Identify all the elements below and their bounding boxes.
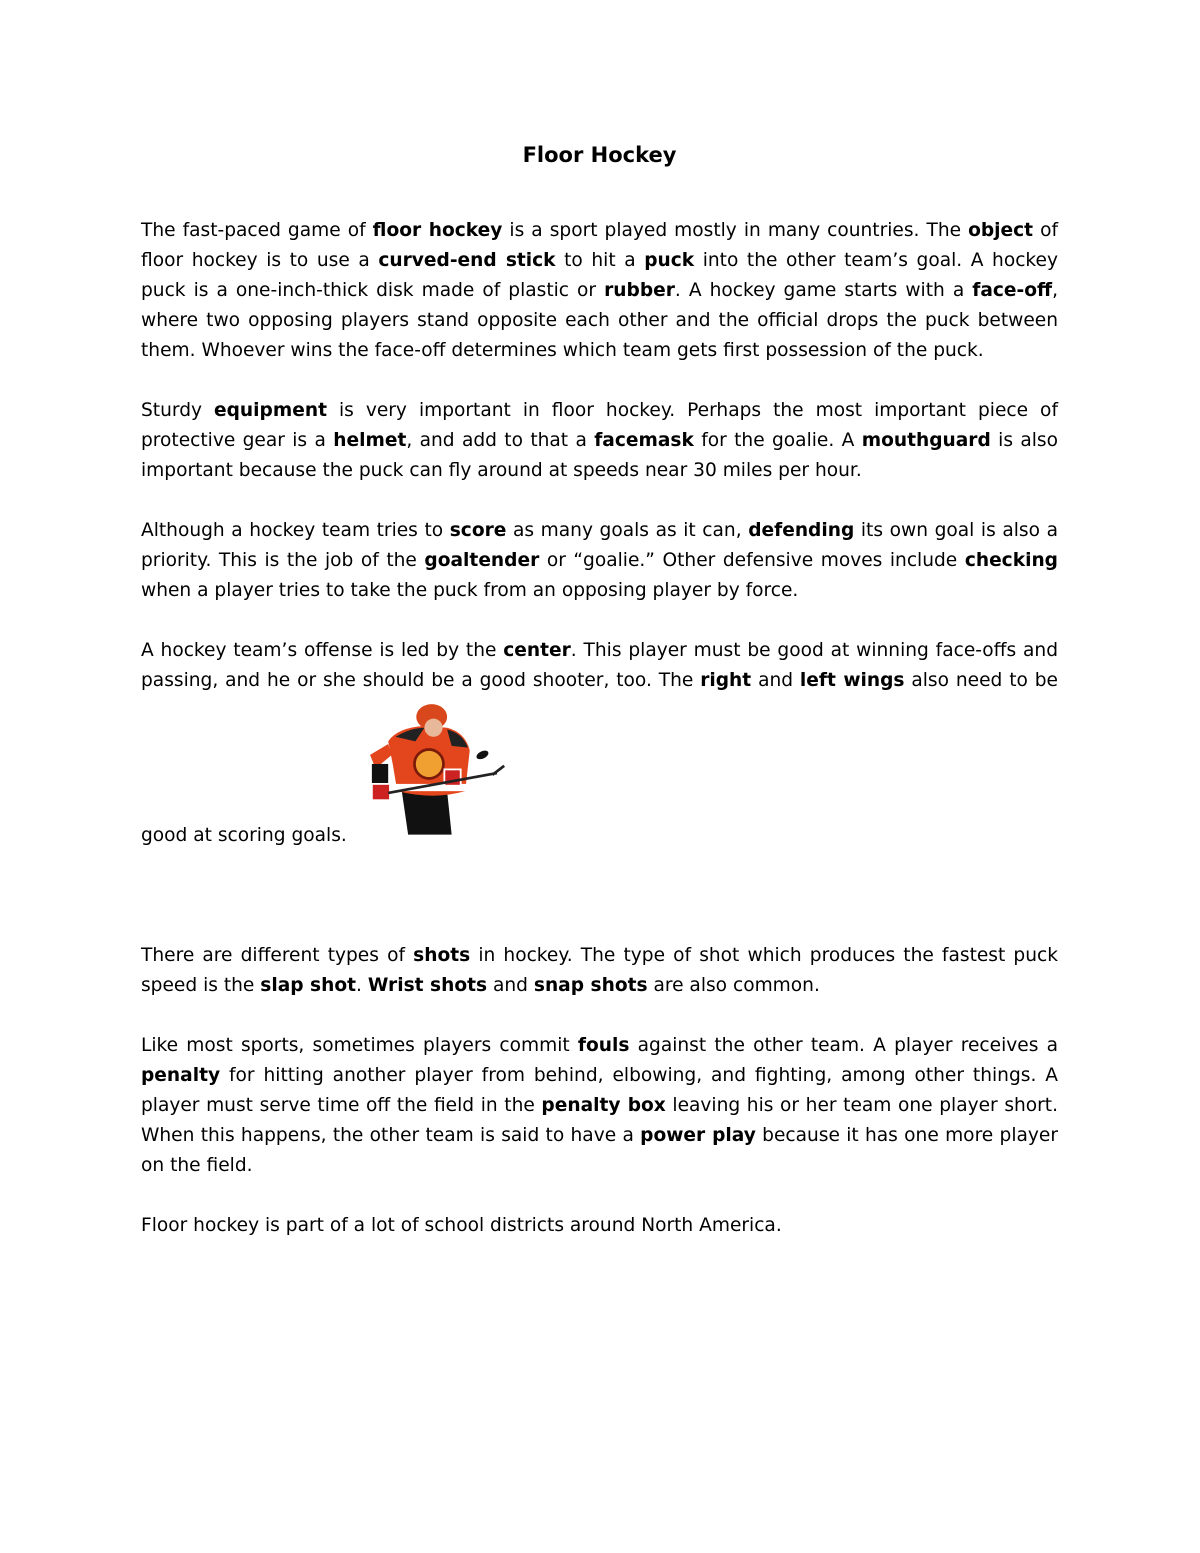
text-run: A hockey team’s offense is led by the bbox=[141, 640, 504, 661]
bold-term: power play bbox=[640, 1125, 756, 1146]
bold-term: penalty bbox=[141, 1065, 221, 1086]
document-page bbox=[141, 140, 1058, 1271]
text-run: of floor hockey is to use a bbox=[141, 220, 1059, 271]
text-run: against the other team. A player receives a bbox=[629, 1035, 1058, 1056]
bold-term: penalty box bbox=[541, 1095, 666, 1116]
text-run: also need to be good at scoring goals. bbox=[141, 670, 1059, 846]
bold-term: checking bbox=[964, 550, 1058, 571]
text-run: to hit a bbox=[555, 250, 645, 271]
text-run: because it has one more player on the field. bbox=[141, 1125, 1058, 1176]
text-run: or “goalie.” Other defensive moves include bbox=[539, 550, 965, 571]
paragraph bbox=[141, 396, 1058, 486]
paragraph bbox=[141, 941, 1058, 1001]
bold-term: shots bbox=[413, 945, 471, 966]
text-run: is also important because the puck can fly around at speeds near 30 miles per hour. bbox=[141, 430, 1058, 481]
bold-term: left wings bbox=[799, 670, 905, 691]
text-run: for hitting another player from behind, elbowing, and fighting, among other things. A player must serve time off the field in the bbox=[141, 1065, 1058, 1116]
text-run: when a player tries to take the puck from an opposing player by force. bbox=[141, 580, 799, 601]
bold-term: defending bbox=[748, 520, 855, 541]
paragraph bbox=[141, 1211, 1058, 1241]
bold-term: score bbox=[449, 520, 507, 541]
text-run: leaving his or her team one player short. When this happens, the other team is said to have a bbox=[141, 1095, 1059, 1146]
bold-term: helmet bbox=[333, 430, 407, 451]
bold-term: equipment bbox=[214, 400, 327, 421]
text-run: , and add to that a bbox=[406, 430, 595, 451]
bold-term: right bbox=[700, 670, 752, 691]
bold-term: object bbox=[968, 220, 1034, 241]
text-run: into the other team’s goal. A hockey puck is a one-inch-thick disk made of plastic or bbox=[141, 250, 1058, 301]
text-run: Like most sports, sometimes players commit bbox=[141, 1035, 578, 1056]
text-run: Sturdy bbox=[141, 400, 215, 421]
bold-term: snap shots bbox=[533, 975, 648, 996]
bold-term: facemask bbox=[594, 430, 694, 451]
text-run: its own goal is also a priority. This is the job of the bbox=[141, 520, 1058, 571]
bold-term: center bbox=[503, 640, 571, 661]
bold-term: puck bbox=[644, 250, 695, 271]
text-run: as many goals as it can, bbox=[506, 520, 749, 541]
document-body bbox=[141, 216, 1058, 1241]
bold-term: floor hockey bbox=[372, 220, 503, 241]
text-run: . A hockey game starts with a bbox=[674, 280, 973, 301]
text-run: Floor hockey is part of a lot of school districts around North America. bbox=[141, 1215, 782, 1236]
text-run: are also common. bbox=[647, 975, 820, 996]
paragraph bbox=[141, 216, 1058, 366]
bold-term: fouls bbox=[577, 1035, 630, 1056]
bold-term: face-off bbox=[972, 280, 1053, 301]
text-run: . This player must be good at winning face-offs and passing, and he or she should be a good shooter, too. The bbox=[141, 640, 1058, 691]
text-run: for the goalie. A bbox=[693, 430, 862, 451]
bold-term: goaltender bbox=[424, 550, 540, 571]
text-run: and bbox=[487, 975, 534, 996]
bold-term: Wrist shots bbox=[367, 975, 488, 996]
text-run: Although a hockey team tries to bbox=[141, 520, 450, 541]
paragraph bbox=[141, 636, 1058, 851]
text-run: in hockey. The type of shot which produces the fastest puck speed is the bbox=[141, 945, 1058, 996]
hockey-player-image bbox=[361, 696, 506, 841]
bold-term: slap shot bbox=[260, 975, 357, 996]
text-run: . bbox=[356, 975, 368, 996]
blank-line bbox=[141, 881, 1058, 941]
bold-term: curved-end stick bbox=[378, 250, 556, 271]
text-run: and bbox=[751, 670, 800, 691]
paragraph bbox=[141, 1031, 1058, 1181]
document-title: Floor Hockey bbox=[522, 143, 677, 167]
bold-term: rubber bbox=[604, 280, 675, 301]
text-run: There are different types of bbox=[141, 945, 414, 966]
paragraph bbox=[141, 516, 1058, 606]
text-run: is a sport played mostly in many countries. The bbox=[502, 220, 969, 241]
text-run: , where two opposing players stand opposite each other and the official drops the puck between them. Whoever wins the face-off determines which team gets first possession of the puck. bbox=[141, 280, 1058, 361]
text-run: The fast-paced game of bbox=[141, 220, 373, 241]
bold-term: mouthguard bbox=[861, 430, 991, 451]
text-run: is very important in floor hockey. Perhaps the most important piece of protective gear is a bbox=[141, 400, 1058, 451]
